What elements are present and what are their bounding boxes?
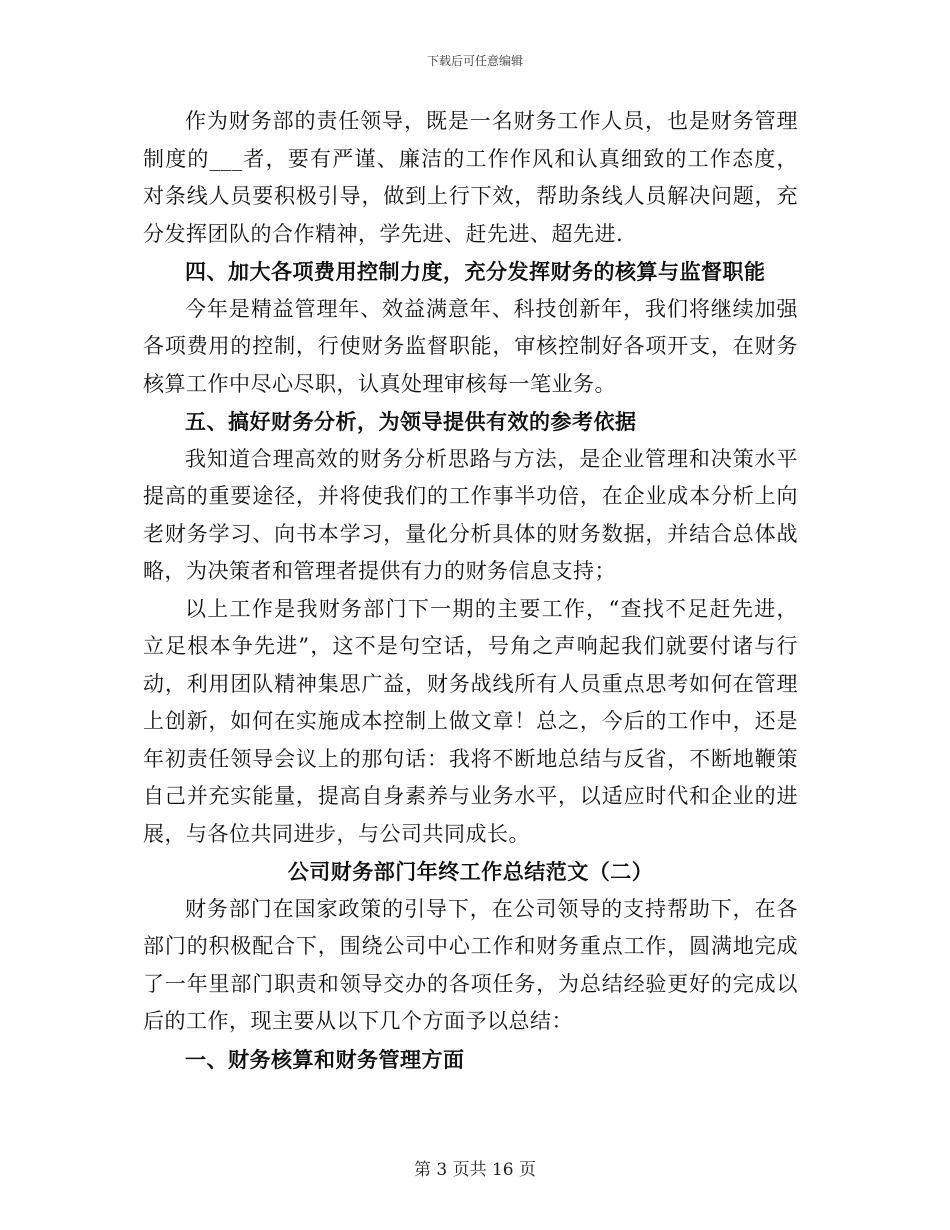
paragraph-summary: 以上工作是我财务部门下一期的主要工作，“查找不足赶先进，立足根本争先进”，这不是句空话，号角之声响起我们就要付诸与行动，利用团队精神集思广益，财务战线所有人员重点思考如何在管理上创新，如何在实施成本控制上做文章！总之，今后的工作中，还是年初责任领导会议上的那句话：我将不断地总结与反省，不断地鞭策自己并充实能量，提高自身素养与业务水平，以适应时代和企业的进展，与各位共同进步，与公司共同成长。 <box>143 596 798 846</box>
paragraph-cost-control: 今年是精益管理年、效益满意年、科技创新年，我们将继续加强各项费用的控制，行使财务监督职能，审核控制好各项开支，在财务核算工作中尽心尽职，认真处理审核每一笔业务。 <box>143 296 798 396</box>
heading-section-5: 五、搞好财务分析，为领导提供有效的参考依据 <box>185 409 637 434</box>
page-header: 下载后可任意编辑 <box>426 54 523 68</box>
paragraph-intro-2: 财务部门在国家政策的引导下，在公司领导的支持帮助下，在各部门的积极配合下，围绕公司中心工作和财务重点工作，圆满地完成了一年里部门职责和领导交办的各项任务，为总结经验更好的完成以后的工作，现主要从以下几个方面予以总结： <box>143 896 798 1033</box>
paragraph-responsibility: 作为财务部的责任领导，既是一名财务工作人员，也是财务管理制度的___者，要有严谨、廉洁的工作作风和认真细致的工作态度，对条线人员要积极引导，做到上行下效，帮助条线人员解决问题，充分发挥团队的合作精神，学先进、赶先进、超先进. <box>143 109 798 246</box>
paragraph-financial-analysis: 我知道合理高效的财务分析思路与方法，是企业管理和决策水平提高的重要途径，并将使我们的工作事半功倍，在企业成本分析上向老财务学习、向书本学习，量化分析具体的财务数据，并结合总体战略，为决策者和管理者提供有力的财务信息支持； <box>143 446 798 583</box>
page-number: 第 3 页共 16 页 <box>413 1160 537 1180</box>
heading-section-1: 一、财务核算和财务管理方面 <box>185 1046 465 1072</box>
heading-section-4: 四、加大各项费用控制力度，充分发挥财务的核算与监督职能 <box>185 259 766 284</box>
article-title-2: 公司财务部门年终工作总结范文（二） <box>287 859 654 884</box>
document-body <box>143 103 798 1078</box>
